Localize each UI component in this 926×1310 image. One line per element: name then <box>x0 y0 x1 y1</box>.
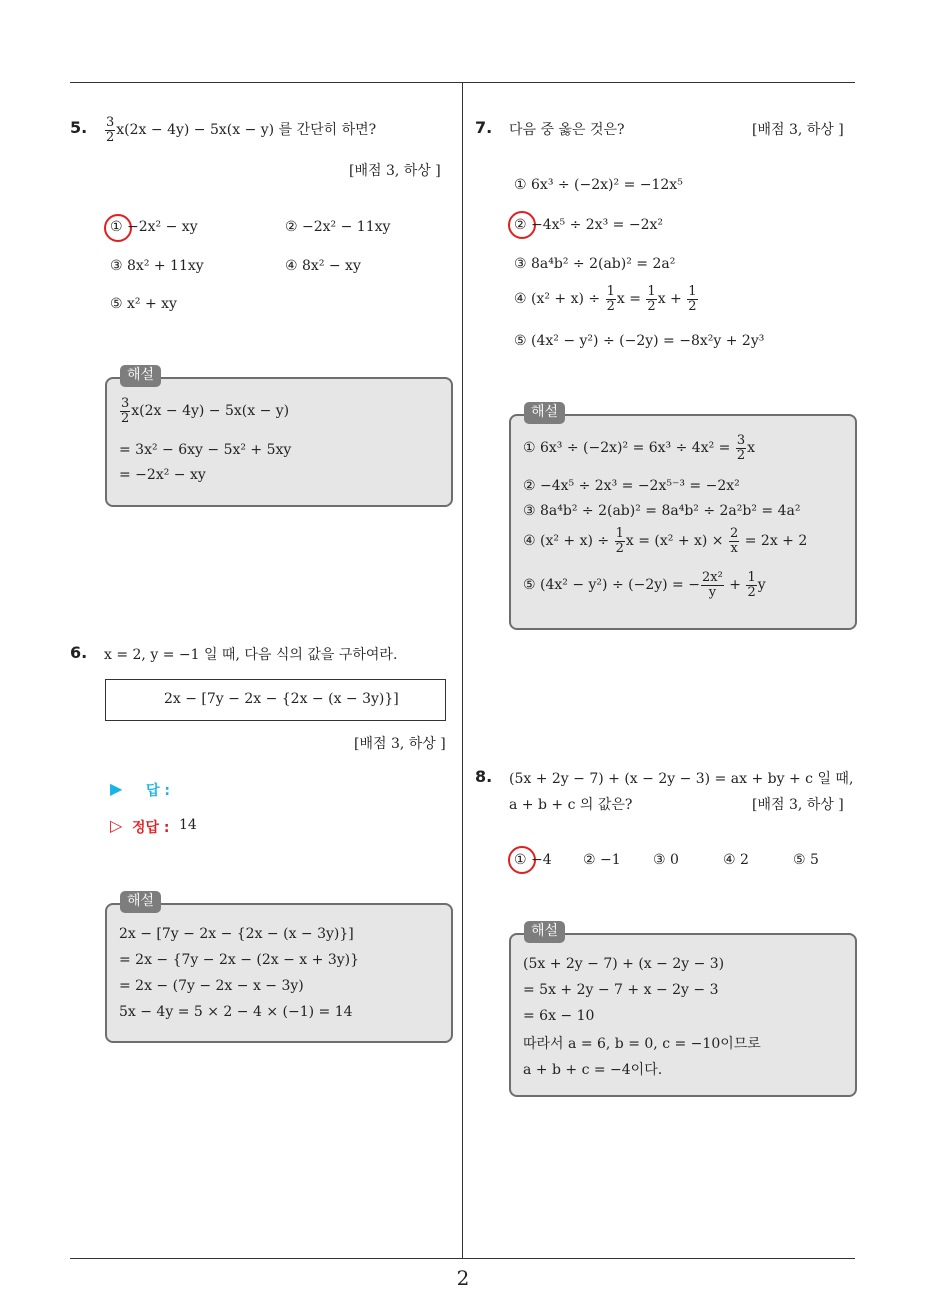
explanation-line: ⑤ (4x² − y²) ÷ (−2y) = − $\frac{\text{2x²}}{y}$ + $\frac{1}{2}$ y <box>523 570 766 600</box>
explanation-box <box>509 933 857 1097</box>
question-text: 다음 중 옳은 것은? <box>509 122 625 138</box>
page-number: 2 <box>456 1266 470 1290</box>
explanation-box <box>509 414 857 630</box>
explanation-line: ① 6x³ ÷ (−2x)² = 6x³ ÷ 4x² = $\frac{3}{2}$ x <box>523 433 756 463</box>
explanation-line: = 3x² − 6xy − 5x² + 5xy <box>119 442 292 458</box>
question-text-line2: a + b + c 의 값은? <box>509 797 633 813</box>
explanation-line: 5x − 4y = 5 × 2 − 4 × (−1) = 14 <box>119 1004 353 1020</box>
option-1[interactable]: ① −4 <box>514 852 552 868</box>
explanation-line: ③ 8a⁴b² ÷ 2(ab)² = 8a⁴b² ÷ 2a²b² = 4a² <box>523 503 801 519</box>
option-5[interactable]: ⑤ x² + xy <box>110 296 177 312</box>
explanation-line: = 5x + 2y − 7 + x − 2y − 3 <box>523 982 719 998</box>
explanation-box <box>105 377 453 507</box>
score-label: [배점 3, 하상 ] <box>354 736 446 752</box>
question-text-line1: (5x + 2y − 7) + (x − 2y − 3) = ax + by + c 일 때, <box>509 771 854 787</box>
score-label: [배점 3, 하상 ] <box>349 163 441 179</box>
bottom-rule <box>70 1258 855 1259</box>
correct-value: 14 <box>179 817 197 833</box>
question-number: 8. <box>475 767 493 786</box>
explanation-line: 2x − [7y − 2x − {2x − (x − 3y)}] <box>119 926 354 942</box>
explanation-tag: 해설 <box>524 921 565 943</box>
option-4[interactable]: ④ (x² + x) ÷ $\frac{1}{2}$ x = $\frac{1}{2}$ x + $\frac{1}{2}$ <box>514 284 697 314</box>
correct-label: 정답 : <box>132 820 170 836</box>
explanation-line: = −2x² − xy <box>119 467 206 483</box>
option-4[interactable]: ④ 2 <box>723 852 749 868</box>
explanation-line: a + b + c = −4이다. <box>523 1062 663 1078</box>
question-number: 5. <box>70 118 88 137</box>
option-3[interactable]: ③ 0 <box>653 852 679 868</box>
explanation-line: ④ (x² + x) ÷ $\frac{1}{2}$ x = (x² + x) × $\frac{2}{x}$ = 2x + 2 <box>523 526 808 556</box>
option-2[interactable]: ② −4x⁵ ÷ 2x³ = −2x² <box>514 217 663 233</box>
correct-arrow-icon: ▷ <box>110 816 123 835</box>
explanation-line: $\frac{3}{2}$ x(2x − 4y) − 5x(x − y) <box>121 396 290 426</box>
expression: 2x − [7y − 2x − {2x − (x − 3y)}] <box>164 691 399 707</box>
question-text: $\frac{3}{2}$ x(2x − 4y) − 5x(x − y) 를 간단히 하면? <box>106 115 377 145</box>
option-4[interactable]: ④ 8x² − xy <box>285 258 361 274</box>
explanation-line: (5x + 2y − 7) + (x − 2y − 3) <box>523 956 725 972</box>
option-3[interactable]: ③ 8a⁴b² ÷ 2(ab)² = 2a² <box>514 256 676 272</box>
fraction: $\frac{3}{2}$ <box>106 115 115 145</box>
explanation-box <box>105 903 453 1043</box>
option-1[interactable]: ① 6x³ ÷ (−2x)² = −12x⁵ <box>514 177 683 193</box>
explanation-line: = 6x − 10 <box>523 1008 595 1024</box>
explanation-line: ② −4x⁵ ÷ 2x³ = −2x⁵⁻³ = −2x² <box>523 478 740 494</box>
answer-label: 답 : <box>146 783 170 799</box>
question-number: 7. <box>475 118 493 137</box>
question-text: x = 2, y = −1 일 때, 다음 식의 값을 구하여라. <box>104 647 398 663</box>
explanation-line: = 2x − {7y − 2x − (2x − x + 3y)} <box>119 952 360 968</box>
question-number: 6. <box>70 643 88 662</box>
explanation-tag: 해설 <box>524 402 565 424</box>
score-label: [배점 3, 하상 ] <box>752 122 844 138</box>
answer-arrow-icon: ▶ <box>110 779 123 798</box>
explanation-line: 따라서 a = 6, b = 0, c = −10이므로 <box>523 1036 761 1052</box>
option-2[interactable]: ② −2x² − 11xy <box>285 219 391 235</box>
column-divider <box>462 83 463 1258</box>
explanation-line: = 2x − (7y − 2x − x − 3y) <box>119 978 304 994</box>
score-label: [배점 3, 하상 ] <box>752 797 844 813</box>
explanation-tag: 해설 <box>120 365 161 387</box>
option-3[interactable]: ③ 8x² + 11xy <box>110 258 204 274</box>
option-5[interactable]: ⑤ 5 <box>793 852 819 868</box>
explanation-tag: 해설 <box>120 891 161 913</box>
option-5[interactable]: ⑤ (4x² − y²) ÷ (−2y) = −8x²y + 2y³ <box>514 333 765 349</box>
option-1[interactable]: ① −2x² − xy <box>110 219 198 235</box>
expression-box <box>105 679 446 721</box>
option-2[interactable]: ② −1 <box>583 852 621 868</box>
